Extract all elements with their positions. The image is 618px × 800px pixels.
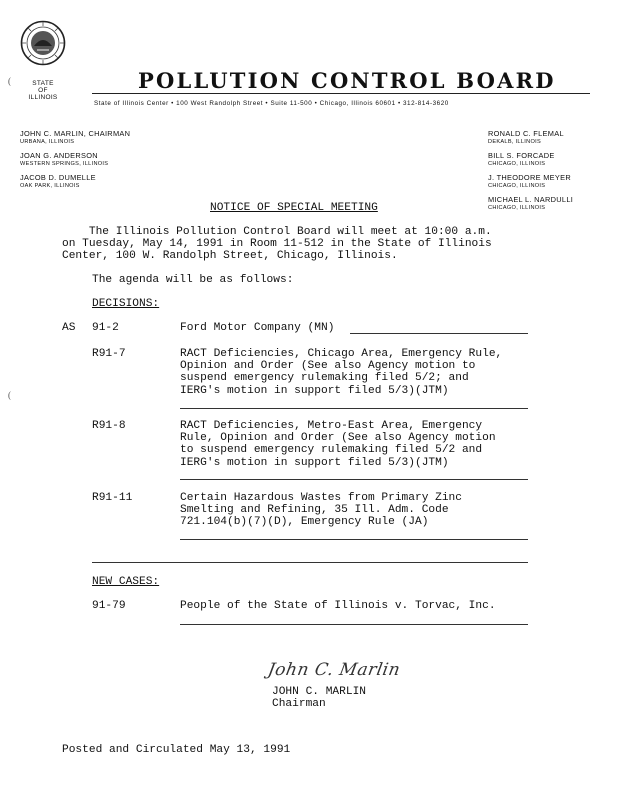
- member-left-3: [20, 174, 96, 190]
- member-name: RONALD C. FLEMAL: [488, 129, 564, 138]
- intro-line: The Illinois Pollution Control Board will meet at 10:00 a.m.: [88, 226, 492, 238]
- member-name: MICHAEL L. NARDULLI: [488, 195, 574, 204]
- signoff-line: [180, 624, 528, 625]
- member-name: JOHN C. MARLIN, CHAIRMAN: [20, 129, 131, 138]
- case-number: 91-79: [92, 600, 126, 612]
- case-line: Rule, Opinion and Order (See also Agency motion: [180, 432, 496, 445]
- member-name: JACOB D. DUMELLE: [20, 173, 96, 182]
- case-line: Smelting and Refining, 35 Ill. Adm. Code: [180, 504, 449, 517]
- case-line: RACT Deficiencies, Metro-East Area, Emergency: [180, 420, 483, 432]
- case-line: Certain Hazardous Wastes from Primary Zinc: [180, 492, 462, 504]
- member-place: URBANA, ILLINOIS: [20, 139, 75, 145]
- seal-label-line: STATE: [32, 80, 54, 87]
- notice-title: NOTICE OF SPECIAL MEETING: [210, 202, 378, 214]
- case-description: [180, 348, 502, 397]
- agenda-intro: The agenda will be as follows:: [92, 274, 294, 286]
- new-cases-heading: NEW CASES:: [92, 576, 160, 588]
- member-place: CHICAGO, ILLINOIS: [488, 183, 546, 189]
- signoff-line: [180, 479, 528, 480]
- case-description: [180, 492, 462, 529]
- case-number: R91-8: [92, 420, 126, 432]
- case-line: to suspend emergency rulemaking filed 5/2 and: [180, 444, 483, 457]
- case-line: IERG's motion in support filed 5/3)(JTM): [180, 384, 449, 397]
- member-place: DEKALB, ILLINOIS: [488, 139, 541, 145]
- posted-statement: Posted and Circulated May 13, 1991: [62, 744, 291, 756]
- member-right-2: [488, 152, 555, 168]
- member-name: BILL S. FORCADE: [488, 151, 555, 160]
- case-number: R91-11: [92, 492, 133, 504]
- member-name: JOAN G. ANDERSON: [20, 151, 98, 160]
- seal-label-line: ILLINOIS: [28, 94, 58, 101]
- member-right-4: [488, 196, 573, 212]
- case-prefix: AS: [62, 322, 76, 334]
- letterhead-divider: [92, 93, 590, 94]
- intro-paragraph: [62, 226, 492, 263]
- member-right-1: [488, 130, 564, 146]
- signatory-title: Chairman: [272, 698, 326, 710]
- case-line: RACT Deficiencies, Chicago Area, Emergency Rule,: [180, 348, 503, 360]
- section-divider: [92, 562, 528, 563]
- signatory-name: JOHN C. MARLIN: [272, 686, 366, 698]
- intro-line: on Tuesday, May 14, 1991 in Room 11-512 in the State of Illinois: [62, 238, 492, 251]
- seal-label: [20, 80, 66, 101]
- case-line: IERG's motion in support filed 5/3)(JTM): [180, 456, 449, 469]
- letterhead-address: State of Illinois Center • 100 West Randolph Street • Suite 11-500 • Chicago, Illinois 60601 • 312-814-3620: [94, 100, 449, 107]
- state-seal-icon: [20, 20, 66, 66]
- seal-label-line: OF: [38, 87, 48, 94]
- member-place: WESTERN SPRINGS, ILLINOIS: [20, 161, 109, 167]
- case-line: suspend emergency rulemaking filed 5/2; and: [180, 372, 469, 385]
- member-name: J. THEODORE MEYER: [488, 173, 571, 182]
- case-description: People of the State of Illinois v. Torvac, Inc.: [180, 600, 496, 612]
- member-right-3: [488, 174, 571, 190]
- member-left-2: [20, 152, 108, 168]
- case-number: 91-2: [92, 322, 119, 334]
- member-place: OAK PARK, ILLINOIS: [20, 183, 80, 189]
- case-line: 721.104(b)(7)(D), Emergency Rule (JA): [180, 516, 429, 529]
- intro-line: Center, 100 W. Randolph Street, Chicago, Illinois.: [62, 250, 398, 263]
- scan-mark: (: [8, 76, 11, 86]
- case-description: Ford Motor Company (MN): [180, 322, 335, 334]
- member-place: CHICAGO, ILLINOIS: [488, 205, 546, 211]
- decisions-heading: DECISIONS:: [92, 298, 160, 310]
- signoff-line: [350, 333, 528, 334]
- signoff-line: [180, 539, 528, 540]
- board-title: POLLUTION CONTROL BOARD: [138, 68, 556, 93]
- member-left-1: [20, 130, 130, 146]
- scan-mark: (: [8, 390, 11, 400]
- signoff-line: [180, 408, 528, 409]
- member-place: CHICAGO, ILLINOIS: [488, 161, 546, 167]
- case-description: [180, 420, 496, 469]
- case-number: R91-7: [92, 348, 126, 360]
- case-line: Opinion and Order (See also Agency motion to: [180, 360, 476, 373]
- handwritten-signature: John C. Marlin: [266, 660, 402, 680]
